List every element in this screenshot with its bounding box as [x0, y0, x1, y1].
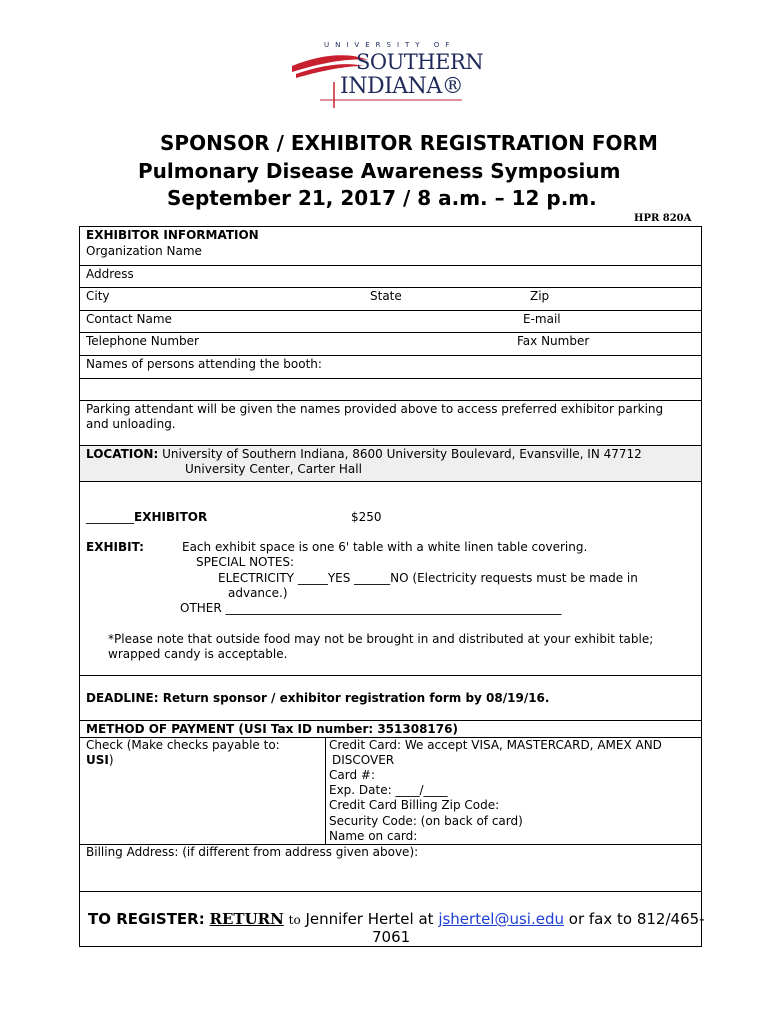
exhibitor-price: $250 [351, 510, 382, 524]
payment-header: METHOD OF PAYMENT (USI Tax ID number: 351308176) [86, 722, 458, 736]
names-attending-field[interactable]: Names of persons attending the booth: [86, 357, 322, 371]
other-field[interactable]: OTHER ________________________________________________________ [180, 601, 562, 615]
deadline: DEADLINE: Return sponsor / exhibitor registration form by 08/19/16. [86, 691, 550, 705]
billing-zip-field[interactable]: Credit Card Billing Zip Code: [329, 798, 500, 812]
zip-field[interactable]: Zip [530, 289, 550, 303]
address-field[interactable]: Address [86, 267, 134, 281]
register-name: Jennifer Hertel at [305, 910, 434, 928]
check-usi: USI [86, 753, 109, 767]
city-field[interactable]: City [86, 289, 110, 303]
location-label: LOCATION: [86, 447, 159, 461]
exhibitor-blank[interactable]: ________ [86, 510, 134, 524]
register-fax-end: 7061 [372, 928, 411, 946]
register-fax: or fax to 812/465- [568, 910, 705, 928]
electricity-advance: advance.) [228, 586, 288, 600]
event-title: Pulmonary Disease Awareness Symposium [138, 159, 621, 183]
usi-logo [290, 38, 490, 110]
exhibit-label: EXHIBIT: [86, 540, 144, 554]
email-field[interactable]: E-mail [523, 312, 561, 326]
location-venue: University Center, Carter Hall [185, 462, 362, 476]
return-word: RETURN [209, 910, 284, 928]
exhibitor-info-header: EXHIBITOR INFORMATION [86, 228, 259, 242]
form-code: HPR 820A [634, 213, 692, 224]
credit-card-accepted: Credit Card: We accept VISA, MASTERCARD, AMEX AND [329, 738, 662, 752]
fax-field[interactable]: Fax Number [517, 334, 590, 348]
exhibit-description: Each exhibit space is one 6' table with a white linen table covering. [182, 540, 588, 554]
check-instructions: Check (Make checks payable to: [86, 738, 280, 752]
exhibitor-fee-row [86, 510, 207, 525]
register-line1: TO REGISTER: RETURN to Jennifer Hertel at jshertel@usi.edu or fax to 812/465- [88, 910, 705, 928]
special-notes: SPECIAL NOTES: [196, 555, 295, 569]
logo-indiana: INDIANA® [340, 74, 464, 99]
contact-name-field[interactable]: Contact Name [86, 312, 172, 326]
security-code-field[interactable]: Security Code: (on back of card) [329, 814, 523, 828]
parking-note-line2: and unloading. [86, 417, 176, 431]
electricity-option[interactable]: ELECTRICITY _____YES ______NO (Electricity requests must be made in [218, 571, 638, 585]
logo-university-of: UNIVERSITY OF [324, 41, 456, 49]
logo-southern: SOUTHERN [356, 50, 484, 74]
organization-name-field[interactable]: Organization Name [86, 244, 202, 258]
name-on-card-field[interactable]: Name on card: [329, 829, 418, 843]
parking-note-line1: Parking attendant will be given the names provided above to access preferred exhibitor parking [86, 402, 664, 416]
credit-card-discover: DISCOVER [332, 753, 395, 767]
form-title: SPONSOR / EXHIBITOR REGISTRATION FORM [160, 131, 658, 155]
card-number-field[interactable]: Card #: [329, 768, 375, 782]
food-note-line2: wrapped candy is acceptable. [108, 647, 288, 661]
telephone-field[interactable]: Telephone Number [86, 334, 199, 348]
register-label: TO REGISTER: [88, 910, 205, 928]
register-email-link[interactable]: jshertel@usi.edu [438, 910, 564, 928]
location-address: University of Southern Indiana, 8600 University Boulevard, Evansville, IN 47712 [158, 447, 642, 461]
registration-form [79, 226, 705, 947]
location-line1 [86, 447, 642, 462]
exp-date-field[interactable]: Exp. Date: ____/____ [329, 783, 448, 797]
billing-address-field[interactable]: Billing Address: (if different from address given above): [86, 845, 419, 859]
event-date: September 21, 2017 / 8 a.m. – 12 p.m. [167, 186, 597, 210]
check-payee: USI) [86, 753, 114, 767]
state-field[interactable]: State [370, 289, 402, 303]
food-note-line1: *Please note that outside food may not be brought in and distributed at your exhibit table; [108, 632, 654, 646]
exhibitor-label: EXHIBITOR [134, 510, 208, 524]
